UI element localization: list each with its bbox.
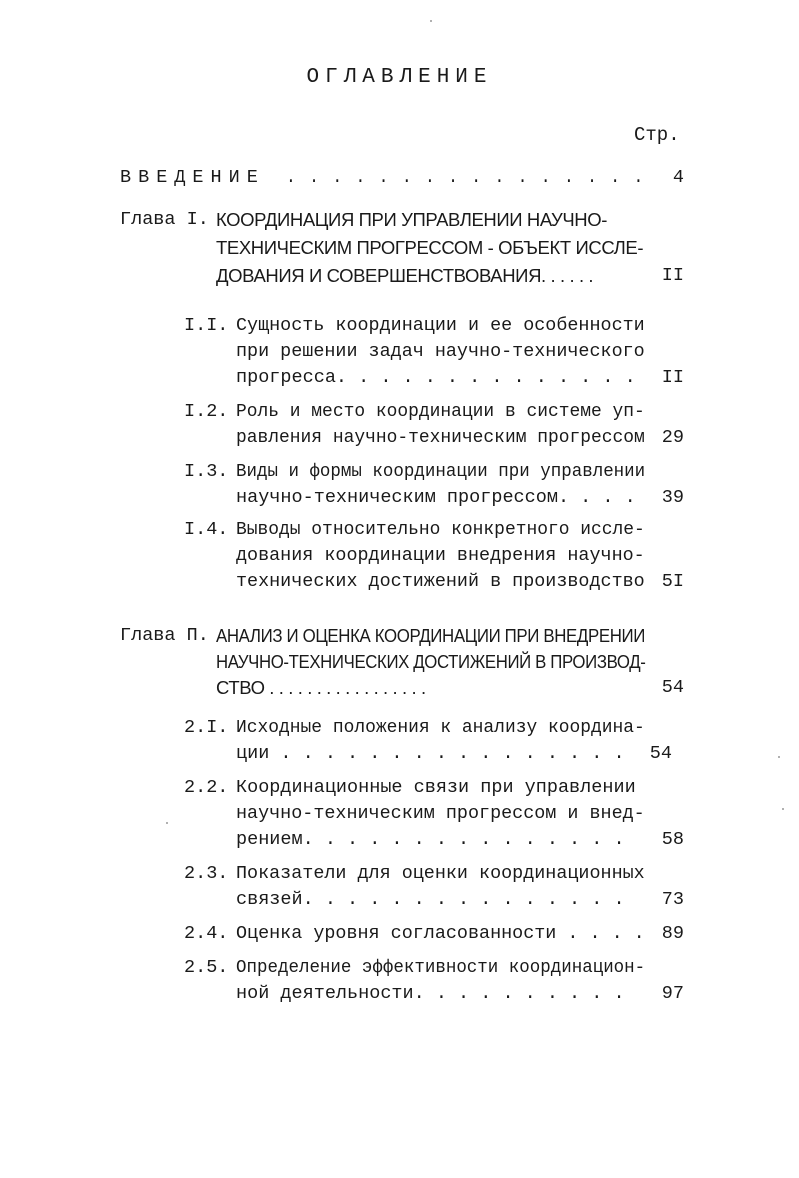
intro-label: ВВЕДЕНИЕ <box>120 167 265 188</box>
intro-dots: . . . . . . . . . . . . . . . . <box>286 167 646 188</box>
scan-speck <box>778 756 780 758</box>
section-1-1-line-2: при решении задач научно-технического <box>236 341 645 362</box>
section-2-4-page: 89 <box>661 923 684 944</box>
section-2-2-line-3: рением. . . . . . . . . . . . . . . <box>236 829 625 850</box>
section-2-3-line-2: связей. . . . . . . . . . . . . . . <box>236 889 625 910</box>
section-2-1-number: 2.I. <box>184 717 229 738</box>
section-1-1-line-3: прогресса. . . . . . . . . . . . . . <box>236 367 636 388</box>
chapter-2-title-line-1: АНАЛИЗ И ОЦЕНКА КООРДИНАЦИИ ПРИ ВНЕДРЕНИИ <box>216 625 646 646</box>
section-1-1-number: I.I. <box>184 315 229 336</box>
scan-speck <box>166 822 168 824</box>
section-2-5-page: 97 <box>661 983 684 1004</box>
section-2-5-line-2: ной деятельности. . . . . . . . . . <box>236 983 625 1004</box>
chapter-2-prefix: Глава П. <box>120 625 209 646</box>
section-2-3-line-1: Показатели для оценки координационных <box>236 863 645 884</box>
section-1-4-line-2: дования координации внедрения научно- <box>236 545 645 566</box>
section-2-3-page: 73 <box>661 889 684 910</box>
section-2-5-number: 2.5. <box>184 957 229 978</box>
section-1-4-number: I.4. <box>184 519 229 540</box>
section-2-2-line-2: научно-техническим прогрессом и внед- <box>236 803 645 824</box>
section-1-2-line-1: Роль и место координации в системе уп- <box>236 401 645 422</box>
chapter-1-prefix: Глава I. <box>120 209 209 230</box>
chapter-1-page: II <box>661 265 684 286</box>
section-1-3-line-2: научно-техническим прогрессом. . . . <box>236 487 636 508</box>
page-column-label: Стр. <box>634 124 680 146</box>
section-1-2-line-2: равления научно-техническим прогрессом <box>236 427 645 448</box>
page-title: ОГЛАВЛЕНИЕ <box>306 66 493 89</box>
intro-page: 4 <box>672 167 684 188</box>
section-1-4-line-3: технических достижений в производство <box>236 571 645 592</box>
section-1-2-number: I.2. <box>184 401 229 422</box>
section-2-4-number: 2.4. <box>184 923 229 944</box>
chapter-2-page: 54 <box>661 677 684 698</box>
section-1-3-line-1: Виды и формы координации при управлении <box>236 461 646 482</box>
section-1-4-line-1: Выводы относительно конкретного иссле- <box>236 519 645 540</box>
section-2-2-line-1: Координационные связи при управлении <box>236 777 636 798</box>
section-1-3-number: I.3. <box>184 461 229 482</box>
section-2-1-line-1: Исходные положения к анализу координа- <box>236 717 645 738</box>
section-2-5-line-1: Определение эффективности координацион- <box>236 957 646 978</box>
chapter-2-title-line-2: НАУЧНО-ТЕХНИЧЕСКИХ ДОСТИЖЕНИЙ В ПРОИЗВОД- <box>216 651 646 672</box>
section-1-2-page: 29 <box>661 427 684 448</box>
section-1-3-page: 39 <box>661 487 684 508</box>
section-2-1-line-2: ции . . . . . . . . . . . . . . . . <box>236 743 625 764</box>
chapter-1-title-line-1: КООРДИНАЦИЯ ПРИ УПРАВЛЕНИИ НАУЧНО- <box>216 209 608 230</box>
section-2-1-page: 54 <box>649 743 672 764</box>
section-2-2-number: 2.2. <box>184 777 229 798</box>
section-2-4-line-1: Оценка уровня согласованности . . . . <box>236 923 645 944</box>
chapter-1-title-line-2: ТЕХНИЧЕСКИМ ПРОГРЕССОМ - ОБЪЕКТ ИССЛЕ- <box>216 237 644 258</box>
section-1-1-line-1: Сущность координации и ее особенности <box>236 315 645 336</box>
section-1-1-page: II <box>661 367 684 388</box>
section-2-2-page: 58 <box>661 829 684 850</box>
scan-speck <box>782 808 784 810</box>
chapter-1-title-line-3: ДОВАНИЯ И СОВЕРШЕНСТВОВАНИЯ. . . . . . <box>216 265 594 286</box>
chapter-2-title-line-3: СТВО . . . . . . . . . . . . . . . . . <box>216 677 426 698</box>
scan-speck <box>430 20 432 22</box>
section-1-4-page: 5I <box>661 571 684 592</box>
section-2-3-number: 2.3. <box>184 863 229 884</box>
